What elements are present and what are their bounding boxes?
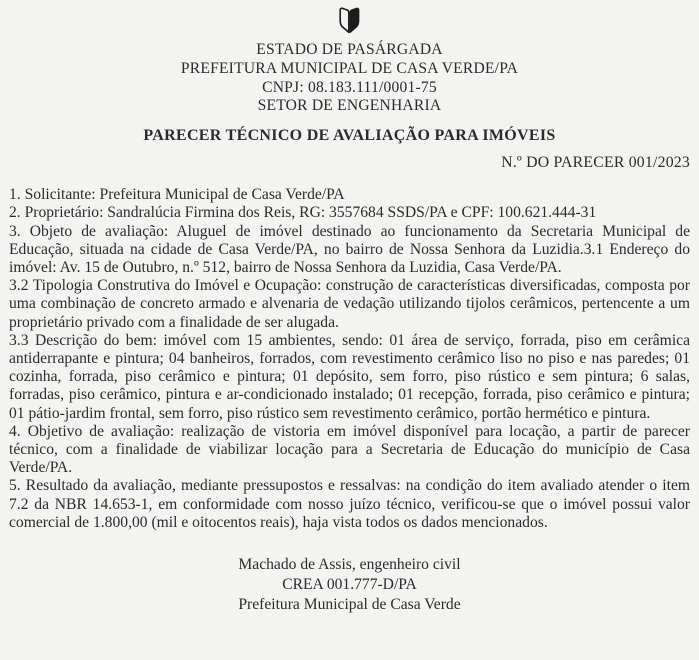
paragraph-resultado-avaliacao: 5. Resultado da avaliação, mediante pressupostos e ressalvas: na condição do item avaliado atender o item 7.2 da NBR 14.653-1, em conformidade com nosso juízo técnico, verificou-se que o imóvel possui valor comercial de 1.800,00 (mil e oitocentos reais), haja vista todos os dados mencionados. [9,477,690,531]
paragraph-proprietario: 2. Proprietário: Sandralúcia Firmina dos Reis, RG: 3557684 SSDS/PA e CPF: 100.621.444-31 [9,204,597,222]
letterhead-cnpj-line: CNPJ: 08.183.111/0001-75 [262,78,437,96]
document-body [9,186,690,532]
document-title: PARECER TÉCNICO DE AVALIAÇÃO PARA IMÓVEIS [143,127,556,145]
paragraph-solicitante: 1. Solicitante: Prefeitura Municipal de Casa Verde/PA [9,186,345,204]
letterhead-sector-line: SETOR DE ENGENHARIA [257,97,442,115]
paragraph-objetivo-avaliacao: 4. Objetivo de avaliação: realização de vistoria em imóvel disponível para locação, a partir de parecer técnico, com a finalidade de viabilizar locação para a Secretaria de Educação do município de Casa Verde/PA. [9,422,690,477]
signature-entity-line: Prefeitura Municipal de Casa Verde [238,596,461,614]
letterhead-state-line: ESTADO DE PASÁRGADA [256,41,443,58]
paragraph-descricao-do-bem: 3.3 Descrição do bem: imóvel com 15 ambientes, sendo: 01 área de serviço, forrada, piso em cerâmica antiderrapante e pintura; 04 banheiros, forrados, com revestimento cerâmico liso no piso e nas paredes; 01 cozinha, forrada, piso cerâmico e pintura; 01 depósito, sem forro, piso rústico e sem pintura; 6 salas, forradas, piso cerâmico, pintura e ar-condicionado instalado; 01 recepção, forrada, piso cerâmico e pintura; 01 pátio-jardim frontal, sem forro, piso rústico sem revestimento cerâmico, portão hermético e pintura. [9,331,690,422]
letterhead [9,41,690,116]
parecer-number: N.º DO PARECER 001/2023 [501,154,690,172]
signature-block [9,555,690,615]
signature-name-line: Machado de Assis, engenheiro civil [238,556,461,574]
paragraph-tipologia-construtiva: 3.2 Tipologia Construtiva do Imóvel e Ocupação: construção de características diversificadas, composta por uma combinação de concreto armado e alvenaria de vedação utilizando tijolos cerâmicos, pertencente a um proprietário privado com a finalidade de ser alugada. [9,277,690,331]
signature-crea-line: CREA 001.777-D/PA [282,576,417,594]
open-book-shield-logo-icon [338,6,361,23]
logo-row [9,6,690,36]
letterhead-municipality-line: PREFEITURA MUNICIPAL DE CASA VERDE/PA [180,59,519,77]
paragraph-objeto-avaliacao: 3. Objeto de avaliação: Aluguel de imóvel destinado ao funcionamento da Secretaria Municipal de Educação, situada na cidade de Casa Verde/PA, no bairro de Nossa Senhora da Luzidia.3.1 Endereço do imóvel: Av. 15 de Outubro, n.º 512, bairro de Nossa Senhora da Luzidia, Casa Verde/PA. [9,222,690,276]
